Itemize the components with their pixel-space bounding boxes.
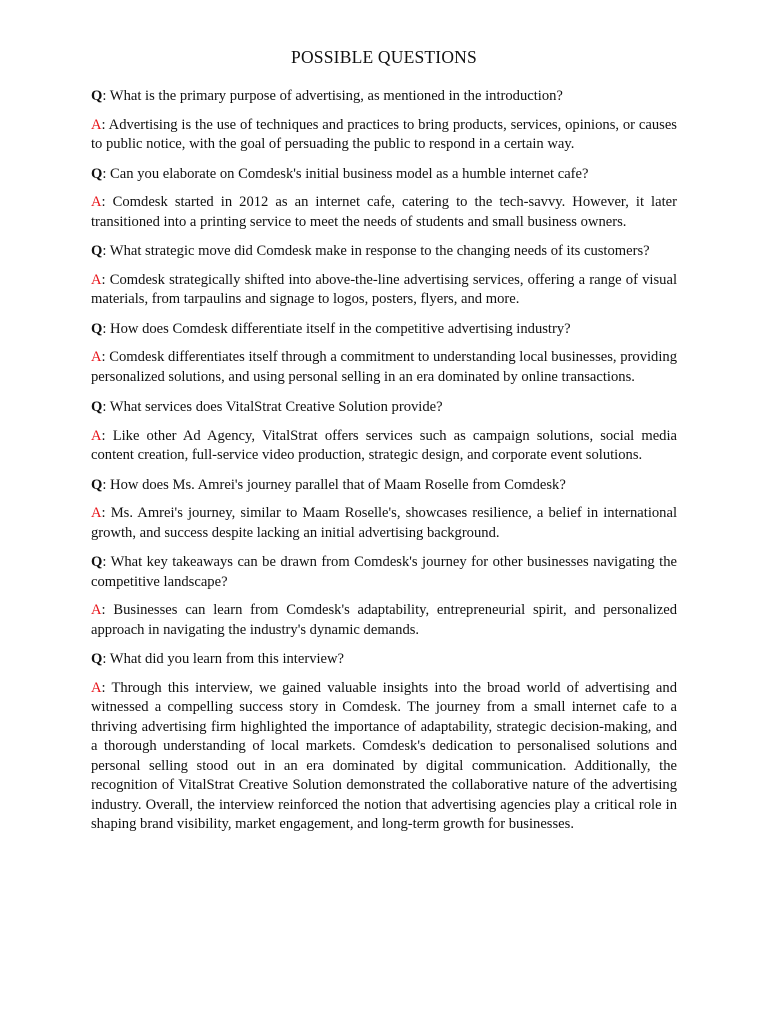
- answer-label: A: [91, 194, 102, 210]
- question-label: Q: [91, 554, 103, 570]
- answer-2: [91, 193, 677, 232]
- answer-6: [91, 504, 677, 543]
- answer-text: : Comdesk started in 2012 as an internet cafe, catering to the tech-savvy. However, it later transitioned into a printing service to meet the needs of students and small business owners.: [91, 194, 677, 230]
- answer-label: A: [91, 116, 102, 133]
- answer-label: A: [91, 271, 102, 288]
- question-text: : What services does VitalStrat Creative Solution provide?: [102, 399, 443, 415]
- answer-label: A: [91, 679, 102, 696]
- question-text: : What strategic move did Comdesk make in response to the changing needs of its customers?: [102, 243, 650, 259]
- answer-8: [91, 679, 677, 835]
- answer-label: A: [91, 505, 102, 521]
- question-6: [91, 476, 677, 496]
- question-text: : What key takeaways can be drawn from Comdesk's journey for other businesses navigating the competitive landscape?: [91, 554, 677, 590]
- question-7: [91, 553, 677, 592]
- document-page: [91, 44, 677, 845]
- answer-5: [91, 427, 677, 466]
- answer-7: [91, 601, 677, 640]
- question-label: Q: [91, 320, 103, 337]
- answer-text: : Advertising is the use of techniques and practices to bring products, services, opinions, or causes to public notice, with the goal of persuading the public to respond in a certain way.: [91, 116, 677, 152]
- question-label: Q: [91, 243, 103, 259]
- answer-4: [91, 348, 677, 387]
- answer-label: A: [91, 602, 102, 618]
- question-4: [91, 320, 677, 340]
- answer-text: : Like other Ad Agency, VitalStrat offers services such as campaign solutions, social media content creation, full-service video production, strategic design, and corporate event solutions.: [91, 427, 677, 463]
- question-5: [91, 398, 677, 418]
- answer-text: : Through this interview, we gained valuable insights into the broad world of advertising and witnessed a compelling success story in Comdesk. The journey from a small internet cafe to a thriving advertising firm highlighted the importance of adaptability, strategic decision-making, and a thorough understanding of local markets. Comdesk's dedication to personalised solutions and personal selling stood out in an era dominated by digital communication. Additionally, the recognition of VitalStrat Creative Solution demonstrated the collaborative nature of the advertising industry. Overall, the interview reinforced the notion that advertising agencies play a critical role in shaping brand visibility, market engagement, and long-term growth for businesses.: [91, 679, 677, 832]
- question-1: [91, 87, 677, 107]
- question-text: : How does Comdesk differentiate itself in the competitive advertising industry?: [102, 320, 571, 337]
- question-text: : How does Ms. Amrei's journey parallel that of Maam Roselle from Comdesk?: [102, 476, 566, 493]
- answer-text: : Ms. Amrei's journey, similar to Maam Roselle's, showcases resilience, a belief in international growth, and success despite lacking an initial advertising background.: [91, 505, 677, 541]
- answer-label: A: [91, 349, 102, 365]
- answer-text: : Comdesk differentiates itself through a commitment to understanding local businesses, providing personalized solutions, and using personal selling in an era dominated by online transactions.: [91, 349, 677, 385]
- answer-label: A: [91, 427, 102, 444]
- question-text: : What is the primary purpose of advertising, as mentioned in the introduction?: [102, 88, 563, 104]
- question-text: : Can you elaborate on Comdesk's initial business model as a humble internet cafe?: [102, 165, 589, 182]
- question-label: Q: [91, 165, 103, 182]
- question-text: : What did you learn from this interview?: [102, 651, 345, 667]
- question-label: Q: [91, 651, 103, 667]
- page-title: POSSIBLE QUESTIONS: [291, 47, 477, 67]
- question-2: [91, 165, 677, 185]
- question-label: Q: [91, 88, 103, 104]
- question-label: Q: [91, 399, 103, 415]
- answer-text: : Businesses can learn from Comdesk's adaptability, entrepreneurial spirit, and personalized approach in navigating the industry's dynamic demands.: [91, 602, 677, 638]
- answer-1: [91, 116, 677, 155]
- question-label: Q: [91, 476, 103, 493]
- question-8: [91, 650, 677, 670]
- answer-3: [91, 271, 677, 310]
- answer-text: : Comdesk strategically shifted into above-the-line advertising services, offering a range of visual materials, from tarpaulins and signage to logos, posters, flyers, and more.: [91, 271, 677, 307]
- question-3: [91, 242, 677, 262]
